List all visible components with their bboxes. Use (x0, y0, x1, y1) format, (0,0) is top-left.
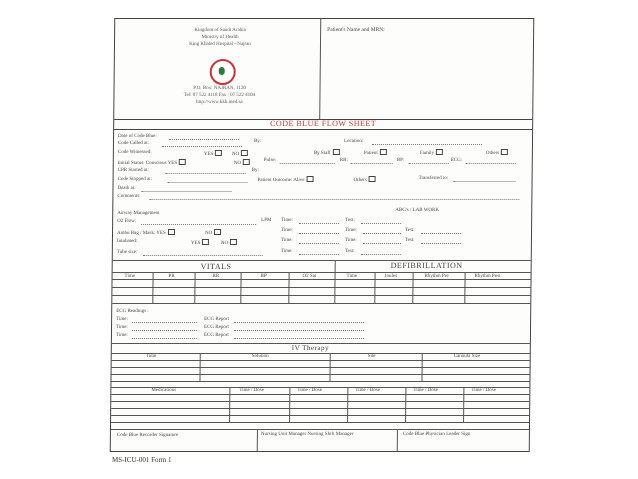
ecg-report-field[interactable] (234, 330, 364, 331)
address-line: Tel: 07 522 4118 Fax : 07 522 4104 (183, 93, 256, 98)
others-text: Others (485, 151, 500, 156)
address-line: http://www.kkh.med.sa (196, 100, 243, 105)
table-border (112, 367, 530, 368)
time-field[interactable] (363, 233, 401, 234)
col-divider (463, 387, 464, 422)
by-staff-option[interactable] (314, 149, 340, 157)
col-divider (240, 272, 241, 303)
o2-flow-label: O2 Flow: (117, 219, 137, 224)
transferred-label: Transferred to: (418, 176, 449, 181)
checkbox[interactable] (202, 239, 209, 245)
ecg-report-label: ECG Report (204, 325, 229, 330)
initial-status-no[interactable] (234, 159, 250, 167)
abg-title: ABG's / LAB WORK (395, 208, 440, 213)
witnessed-no[interactable] (232, 150, 248, 158)
no-text: NO (233, 161, 242, 166)
death-field[interactable] (141, 191, 231, 192)
table-border (112, 287, 530, 288)
others-option[interactable] (486, 149, 508, 157)
time-label: Time: (345, 228, 357, 233)
col-divider (374, 272, 375, 303)
iv-col-site: Site (367, 354, 376, 359)
bp-field[interactable] (409, 163, 449, 164)
vitals-col-o2: O2 Sat (302, 274, 317, 279)
col-divider (289, 387, 290, 422)
ecg-time-label: Time: (116, 325, 128, 330)
meds-col-dose: Time / Dose (239, 388, 264, 393)
ecg-report-field[interactable] (234, 338, 364, 339)
table-border (112, 374, 530, 375)
table-border (113, 279, 531, 280)
initial-status-option[interactable] (118, 159, 186, 167)
physician-signature-label: Code Blue Physician Leader Sign (402, 432, 471, 437)
checkbox[interactable] (436, 149, 443, 155)
checkbox[interactable] (501, 149, 508, 155)
patient-option[interactable] (364, 149, 387, 157)
time-label: Time: (280, 238, 293, 243)
outcome-alive-option[interactable] (258, 176, 314, 184)
organization-block (145, 27, 295, 48)
o2-flow-field[interactable] (141, 224, 256, 225)
form-header (114, 19, 533, 120)
meds-col-medications: Medications (151, 388, 177, 393)
time-field[interactable] (299, 223, 339, 224)
tube-size-label: Tube size: (116, 250, 138, 255)
family-option[interactable] (420, 149, 443, 157)
time-label: Time: (281, 218, 293, 223)
outcome-text: Patient Outcome: Alive (257, 178, 305, 183)
ecg-report-label: ECG Report (204, 317, 230, 322)
checkbox[interactable] (168, 229, 175, 235)
test-label: Test: (405, 228, 415, 233)
col-divider (464, 272, 465, 303)
meds-col-dose: Time / Dose (297, 388, 322, 393)
others-text: Others (353, 178, 367, 183)
col-divider (412, 272, 413, 303)
cpr-label: CPR Started at: (117, 168, 149, 173)
meds-col-dose: Time / Dose (355, 388, 380, 393)
table-border (111, 429, 529, 430)
ecg-report-field[interactable] (234, 322, 364, 323)
test-field[interactable] (361, 254, 401, 255)
checkbox[interactable] (215, 150, 222, 156)
col-divider (199, 353, 200, 381)
checkbox[interactable] (333, 149, 340, 155)
col-divider (397, 429, 398, 451)
vitals-col-bp: BP (260, 274, 267, 279)
code-blue-form (110, 18, 535, 452)
defib-col-joules: Joules (384, 274, 398, 279)
iv-title: IV Therapy (291, 344, 330, 352)
defib-col-pre: Rhythm Pre (424, 274, 449, 279)
witnessed-yes[interactable] (204, 150, 223, 158)
checkbox[interactable] (179, 159, 186, 165)
ecg-time-field[interactable] (132, 338, 197, 339)
table-border (111, 415, 529, 416)
ecg-time-label: Time: (115, 333, 128, 338)
yes-text: YES (203, 152, 214, 157)
address-block (144, 85, 294, 106)
time-label: Time: (280, 249, 293, 254)
form-code: MS-ICU-001 Form 1 (112, 456, 172, 464)
ecg-title: ECG Readings : (116, 309, 149, 314)
ecg-time-field[interactable] (132, 330, 197, 331)
col-divider (421, 353, 422, 381)
manager-signature-label: Nursing Unit Manager Nursing Shift Manager (260, 432, 354, 437)
vitals-col-rr: RR (212, 274, 220, 279)
checkbox[interactable] (369, 176, 376, 182)
col-divider (405, 387, 406, 422)
time-field[interactable] (299, 233, 339, 234)
col-divider (347, 387, 348, 422)
table-border (111, 401, 529, 402)
date-label: Date of Code Blue: (118, 134, 157, 139)
form-title: CODE BLUE FLOW SHEET (114, 119, 532, 130)
ambu-text: Ambu Bag / Mask: YES (116, 231, 166, 236)
checkbox[interactable] (241, 150, 248, 156)
col-divider (229, 387, 230, 422)
transferred-field[interactable] (454, 181, 516, 182)
no-text: NO (220, 241, 229, 246)
col-divider (194, 272, 195, 303)
time-label: Time: (344, 238, 357, 243)
vitals-col-time: Time (124, 274, 135, 279)
witnessed-label: Code Witnessed: (117, 150, 152, 155)
ecg-time-field[interactable] (132, 322, 197, 323)
meds-col-dose: Time / Dose (471, 388, 496, 393)
col-divider (334, 260, 335, 303)
table-border (111, 394, 529, 395)
checkbox[interactable] (230, 239, 237, 245)
family-text: Family (419, 151, 435, 156)
recorder-signature-label: Code Blue Recorder Signature (116, 433, 179, 438)
table-border (112, 360, 530, 361)
meds-col-dose: Time / Dose (413, 388, 438, 393)
org-line: Kingdom of Saudi Arabia (194, 28, 246, 33)
time-field[interactable] (299, 254, 339, 255)
intubated-no[interactable] (221, 239, 237, 247)
ecg-label: ECG: (450, 158, 463, 163)
checkbox[interactable] (214, 229, 221, 235)
patient-text: Patient (363, 151, 378, 156)
test-label: Test: (344, 249, 355, 254)
col-divider (329, 353, 330, 381)
location-field[interactable] (372, 144, 482, 145)
outcome-others-option[interactable] (354, 176, 376, 184)
checkbox[interactable] (306, 176, 313, 182)
test-field[interactable] (421, 243, 461, 244)
time-label: Time: (281, 228, 293, 233)
date-field[interactable] (169, 139, 239, 140)
address-line: P.O. Box: NAJRAN, 1120 (193, 86, 246, 91)
checkbox[interactable] (380, 149, 387, 155)
time-field[interactable] (363, 243, 401, 244)
defib-title: DEFIBRILLATION (390, 261, 463, 270)
initial-status-text: Initial Status: Conscious YES (117, 161, 178, 166)
vitals-col-pr: PR (168, 274, 175, 279)
death-label: Death at: (117, 186, 136, 191)
comments-label: Comments: (117, 194, 141, 199)
header-divider (319, 19, 321, 119)
test-label: Test: (345, 218, 355, 223)
airway-title: Airway Management (117, 211, 160, 216)
col-divider (288, 272, 289, 303)
ecg-field[interactable] (466, 163, 516, 164)
table-border (113, 272, 531, 273)
iv-col-cannula: Cannula Size (453, 354, 481, 359)
rr-field[interactable] (351, 163, 393, 164)
stopped-field[interactable] (168, 182, 248, 183)
ambu-no[interactable] (205, 229, 221, 237)
defib-col-time: Time (346, 274, 357, 279)
table-border (112, 295, 530, 296)
tube-size-field[interactable] (143, 255, 263, 256)
checkbox[interactable] (243, 159, 250, 165)
location-label: Location: (343, 139, 364, 144)
ecg-report-label: ECG Report (203, 333, 229, 338)
pulse-field[interactable] (280, 163, 335, 164)
vitals-title: VITALS (200, 262, 232, 271)
org-line: Ministry of Health (201, 35, 239, 40)
org-line: King Khaled Hospital - Najran (189, 42, 251, 47)
comments-field[interactable] (149, 199, 519, 200)
cpr-by-label: By: (251, 168, 259, 173)
patient-name-label: Patient's Name and MRN: (327, 27, 385, 33)
table-border (111, 408, 529, 409)
no-text: NO (231, 152, 240, 157)
intubated-label: Intubated: (116, 239, 138, 244)
by-staff-text: By Staff (313, 151, 331, 156)
col-divider (152, 272, 153, 303)
called-field[interactable] (162, 146, 242, 147)
table-border (111, 381, 529, 382)
cpr-field[interactable] (166, 173, 246, 174)
table-border (111, 422, 529, 423)
bp-label: BP: (396, 158, 405, 163)
test-field[interactable] (361, 223, 401, 224)
lpm-label: LPM (261, 218, 272, 223)
no-text: NO (204, 231, 213, 236)
table-border (112, 303, 530, 304)
time-field[interactable] (299, 243, 339, 244)
ambu-option[interactable] (117, 229, 175, 237)
stopped-label: Code Stopped at: (117, 177, 153, 182)
test-label: Test: (404, 238, 415, 243)
test-field[interactable] (421, 233, 461, 234)
table-border (113, 260, 531, 261)
pulse-label: Pulse: (263, 158, 277, 163)
iv-col-solution: Solution (251, 354, 269, 359)
ministry-logo-icon (210, 59, 236, 85)
iv-col-time: Time (145, 354, 157, 359)
yes-text: YES (190, 241, 201, 246)
defib-col-post: Rhythm Post (474, 274, 501, 279)
intubated-yes[interactable] (191, 239, 210, 247)
called-label: Code Called at: (117, 141, 150, 146)
by-label: By: (253, 139, 262, 144)
ecg-time-label: Time: (116, 317, 128, 322)
col-divider (257, 429, 258, 451)
rr-label: RR: (339, 158, 348, 163)
